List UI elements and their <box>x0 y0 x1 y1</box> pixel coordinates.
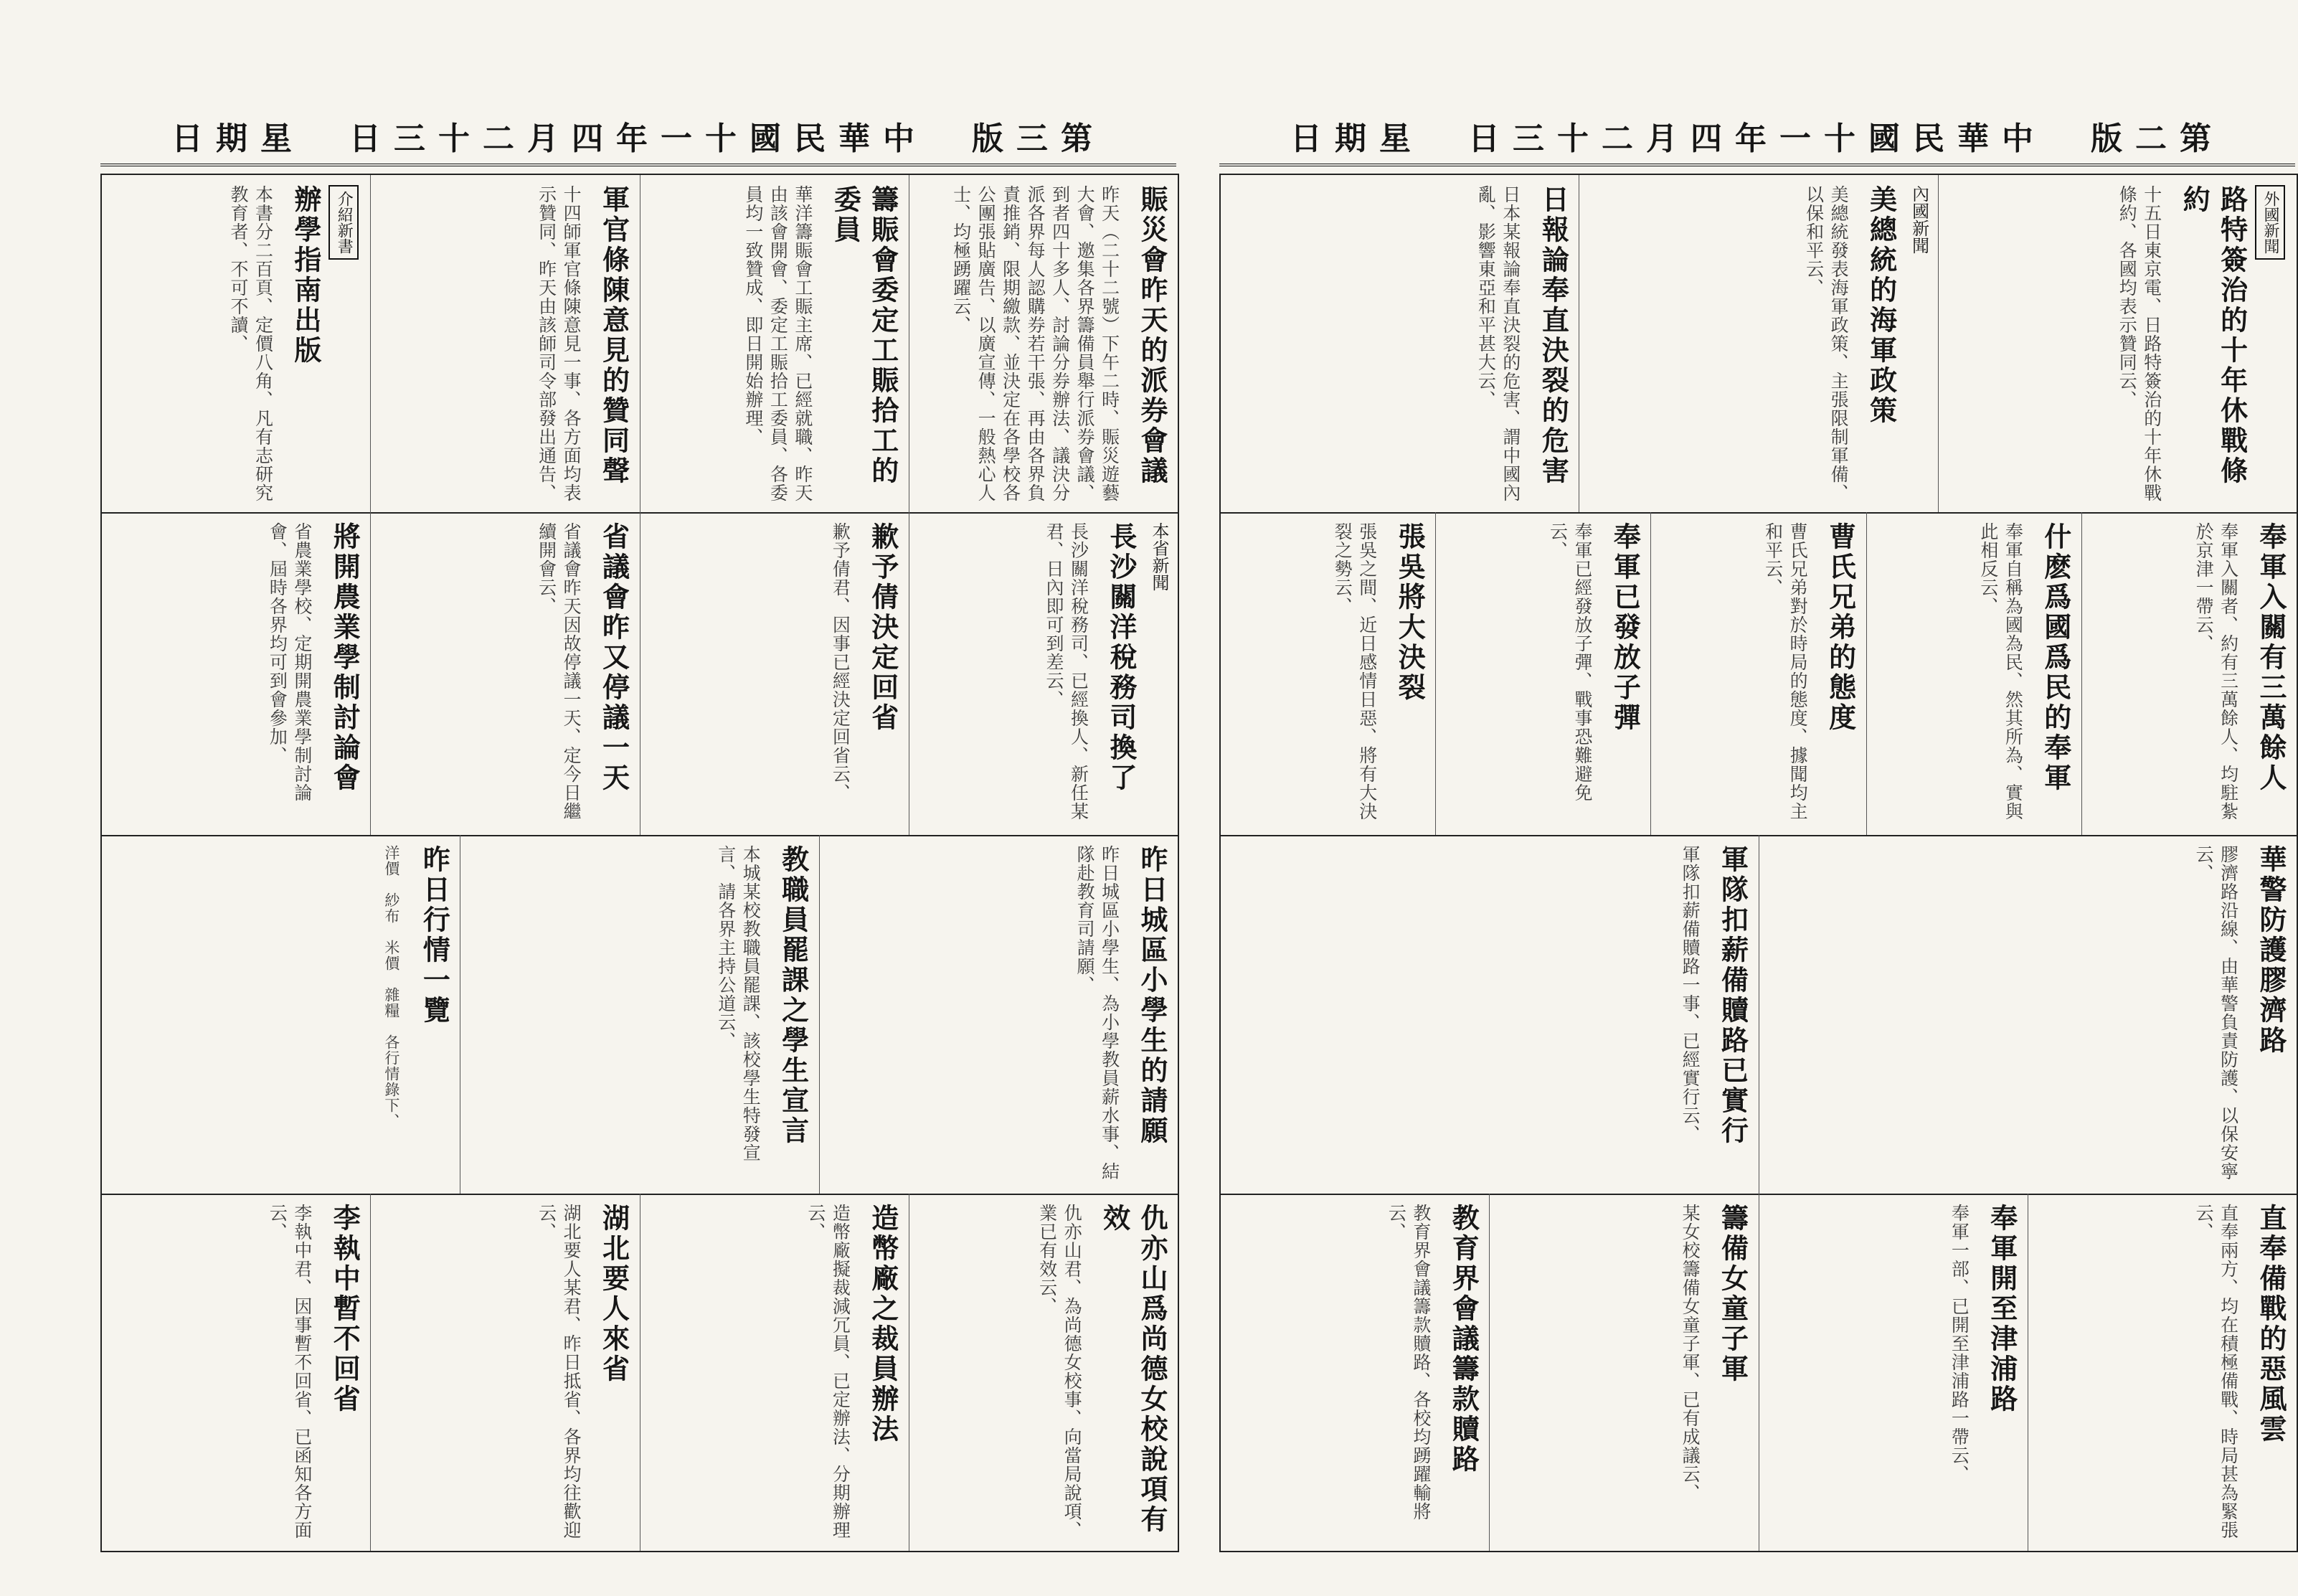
article-body: 仇亦山君、為尚德女校事、向當局說項、業已有效云、 <box>1036 1204 1083 1539</box>
tier-second <box>1221 512 2297 836</box>
article-body: 膠濟路沿線、由華警負責防護、以保安寧云、 <box>2193 845 2239 1181</box>
article-body: 教育界會議籌款贖路、各校均踴躍輸將云、 <box>1386 1204 1432 1521</box>
article-body: 奉軍自稱為國為民、然其所為、實與此相反云、 <box>1977 522 2024 821</box>
column <box>102 835 460 1194</box>
article-body: 省農業學校、定期開農業學制討論會、屆時各界均可到會參加、 <box>267 522 313 802</box>
page-three-body <box>100 174 1179 1552</box>
column <box>640 175 909 512</box>
headline: 歉予倩決定回省 <box>866 522 899 733</box>
column <box>1938 175 2297 512</box>
column <box>1221 512 1435 835</box>
headline: 省議會昨又停議一天 <box>597 522 630 793</box>
tier-third <box>102 835 1178 1195</box>
headline: 美總統的海軍政策 <box>1865 185 1898 426</box>
column <box>1221 175 1579 512</box>
article-body: 本書分二百頁、定價八角、凡有志研究教育者、不可不讀、 <box>227 185 274 502</box>
tier-bottom <box>1221 1194 2297 1551</box>
column <box>640 512 909 835</box>
headline: 直奉備戰的惡風雲 <box>2255 1204 2287 1445</box>
masthead-text: 日期星 日三十二月四年一十國民華中 版二第 <box>1290 121 2224 157</box>
column <box>819 835 1178 1194</box>
tier-top <box>1221 175 2297 514</box>
column <box>370 175 639 512</box>
masthead-text: 日期星 日三十二月四年一十國民華中 版三第 <box>171 121 1105 157</box>
headline: 奉軍入關有三萬餘人 <box>2255 522 2287 793</box>
article-body: 歉予倩君、因事已經決定回省云、 <box>830 522 851 802</box>
column <box>1489 1194 1758 1551</box>
article-body: 奉軍已經發放子彈、戰事恐難避免云、 <box>1547 522 1593 802</box>
article-body: 奉軍入關者、約有三萬餘人、均駐紮於京津一帶云、 <box>2193 522 2239 821</box>
article-body: 軍隊扣薪備贖路一事、已經實行云、 <box>1680 845 1701 1143</box>
headline: 辦學指南出版 <box>289 185 322 366</box>
headline: 籌備女童子軍 <box>1716 1204 1749 1384</box>
column <box>370 1194 639 1551</box>
article-body: 造幣廠擬裁減冗員、已定辦法、分期辦理云、 <box>805 1204 851 1539</box>
column <box>2081 512 2297 835</box>
column <box>909 1194 1178 1551</box>
column <box>1221 1194 1489 1551</box>
section-label: 內國新聞 <box>1909 185 1929 254</box>
page-two-body <box>1219 174 2298 1552</box>
article-body: 李執中君、因事暫不回省、已函知各方面云、 <box>267 1204 313 1539</box>
article-body: 湖北要人某君、昨日抵省、各界均往歡迎云、 <box>536 1204 582 1539</box>
headline: 教職員罷課之學生宣言 <box>777 845 810 1146</box>
article-body: 洋價 紗布 米價 雜糧 各行情錄下、 <box>382 845 400 1129</box>
article-body: 昨日城區小學生、為小學教員薪水事、結隊赴教育司請願、 <box>1074 845 1120 1181</box>
column <box>1579 175 1937 512</box>
tier-second <box>102 512 1178 836</box>
column <box>2028 1194 2297 1551</box>
column <box>460 835 818 1194</box>
headline: 造幣廠之裁員辦法 <box>866 1204 899 1445</box>
headline: 賑災會昨天的派券會議 <box>1136 185 1168 486</box>
article-body: 十五日東京電、日路特簽治的十年休戰條約、各國均表示贊同云、 <box>2117 185 2162 502</box>
headline: 長沙關洋稅務司換了 <box>1105 522 1138 793</box>
headline: 張吳將大決裂 <box>1394 522 1427 703</box>
tier-third <box>1221 835 2297 1195</box>
headline: 奉軍開至津浦路 <box>1985 1204 2018 1415</box>
headline: 湖北要人來省 <box>597 1204 630 1384</box>
column <box>1435 512 1650 835</box>
article-body: 十四師軍官條陳意見一事、各方面均表示贊同、昨天由該師司令部發出通告、 <box>536 185 582 502</box>
section-box-label: 外國新聞 <box>2255 185 2285 260</box>
column <box>102 512 370 835</box>
page-two <box>1219 108 2295 1549</box>
headline: 教育界會議籌款贖路 <box>1447 1204 1480 1475</box>
column <box>102 175 370 512</box>
column <box>1759 835 2297 1194</box>
headline: 仇亦山爲尚德女校說項有效 <box>1098 1204 1168 1535</box>
article-body: 某女校籌備女童子軍、已有成議云、 <box>1680 1204 1701 1502</box>
column <box>1650 512 1866 835</box>
page-three <box>100 108 1176 1549</box>
column <box>370 512 639 835</box>
column <box>1759 1194 2028 1551</box>
section-box-label: 介紹新書 <box>328 185 359 260</box>
article-body: 省議會昨天因故停議一天、定今日繼續開會云、 <box>536 522 582 821</box>
headline: 昨日城區小學生的請願 <box>1136 845 1168 1146</box>
article-body: 長沙關洋稅務司、已經換人、新任某君、日內即可到差云、 <box>1043 522 1089 821</box>
article-body: 奉軍一部、已開至津浦路一帶云、 <box>1949 1204 1970 1483</box>
column <box>1866 512 2081 835</box>
headline: 日報論奉直決裂的危害 <box>1537 185 1570 486</box>
column <box>102 1194 370 1551</box>
headline: 籌賑會委定工賑拾工的委員 <box>829 185 899 486</box>
headline: 軍隊扣薪備贖路已實行 <box>1716 845 1749 1146</box>
article-body: 直奉兩方、均在積極備戰、時局甚為緊張云、 <box>2193 1204 2239 1539</box>
article-body: 昨天（二十二號）下午二時、賑災遊藝大會、邀集各界籌備員舉行派券會議、到者四十多人、討論分券辦法、議決分派各界每人認購券若干張、再由各界負責推銷、限期繳款、並決定在各學校各公團張貼廣告、以廣宣傳、一般熱心人士、均極踴躍云、 <box>950 185 1120 502</box>
masthead-page-two <box>1219 108 2295 166</box>
column <box>640 1194 909 1551</box>
headline: 路特簽治的十年休戰條約 <box>2178 185 2249 486</box>
column <box>1221 835 1759 1194</box>
headline: 曹氏兄弟的態度 <box>1824 522 1857 733</box>
headline: 李執中暫不回省 <box>328 1204 361 1415</box>
headline: 什麽爲國爲民的奉軍 <box>2039 522 2072 793</box>
article-body: 張吳之間、近日感情日惡、將有大決裂之勢云、 <box>1332 522 1378 821</box>
masthead-page-three <box>100 108 1176 166</box>
headline: 軍官條陳意見的贊同聲 <box>597 185 630 486</box>
column <box>909 512 1178 835</box>
article-body: 曹氏兄弟對於時局的態度、據聞均主和平云、 <box>1762 522 1809 821</box>
article-body: 日本某報論奉直決裂的危害、謂中國內亂、影響東亞和平甚大云、 <box>1475 185 1521 502</box>
tier-bottom <box>102 1194 1178 1551</box>
article-body: 華洋籌賑會工賑主席、已經就職、昨天由該會開會、委定工賑拾工委員、各委員均一致贊成、即日開始辦理、 <box>742 185 813 502</box>
article-body: 本城某校教職員罷課、該校學生特發宣言、請各界主持公道云、 <box>715 845 762 1162</box>
headline: 將開農業學制討論會 <box>328 522 361 793</box>
article-body: 美總統發表海軍政策、主張限制軍備、以保和平云、 <box>1803 185 1850 502</box>
tier-top <box>102 175 1178 514</box>
headline: 華警防護膠濟路 <box>2255 845 2287 1056</box>
column <box>909 175 1178 512</box>
headline: 昨日行情一覽 <box>418 845 451 1026</box>
section-label: 本省新聞 <box>1149 522 1169 591</box>
headline: 奉軍已發放子彈 <box>1609 522 1642 733</box>
